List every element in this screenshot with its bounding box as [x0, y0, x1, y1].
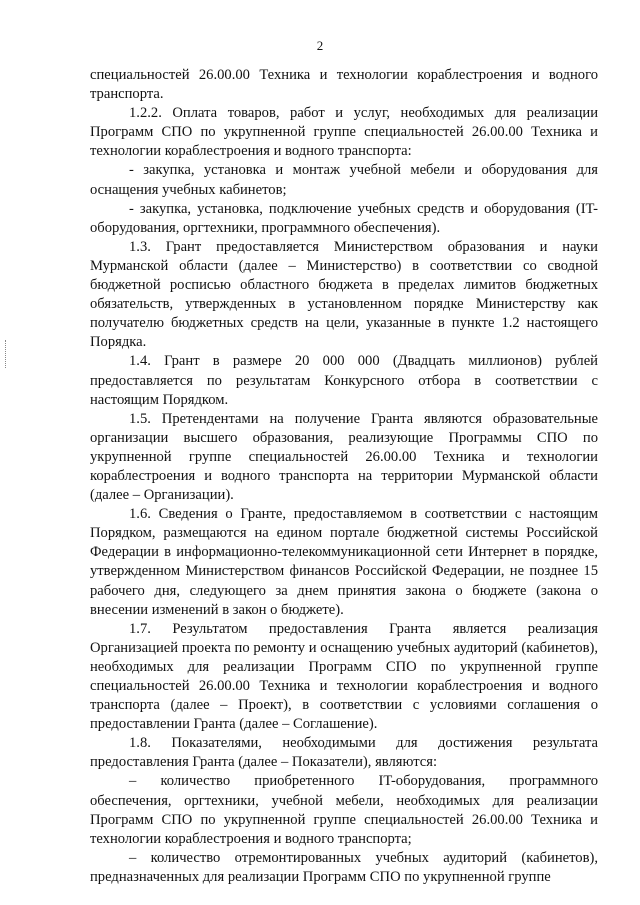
list-item: - закупка, установка и монтаж учебной мебели и оборудования для оснащения учебных кабинетов; [90, 162, 598, 198]
list-item: - закупка, установка, подключение учебных средств и оборудования (IT-оборудования, оргтехники, программного обеспечения). [90, 200, 598, 236]
list-item: – количество приобретенного IT-оборудования, программного обеспечения, оргтехники, учебной мебели, необходимых для реализации Программ СПО по укрупненной группе специальностей 26.00.00 Техника и технологии кораблестроения и водного транспорта; [90, 773, 598, 847]
paragraph-1-6: 1.6. Сведения о Гранте, предоставляемом в соответствии с настоящим Порядком, размещаются на едином портале бюджетной системы Российской Федерации в информационно-телекоммуникационной сети Интернет в порядке, утвержденном Министерством финансов Российской Федерации, не позднее 15 рабочего дня, следующего за днем принятия закона о бюджете (закона о внесении изменений в закон о бюджете). [90, 506, 598, 618]
paragraph-1-4: 1.4. Грант в размере 20 000 000 (Двадцать миллионов) рублей предоставляется по результатам Конкурсного отбора в соответствии с настоящим Порядком. [90, 353, 598, 408]
document-body [90, 66, 598, 887]
paragraph-1-2-2: 1.2.2. Оплата товаров, работ и услуг, необходимых для реализации Программ СПО по укрупненной группе специальностей 26.00.00 Техника и технологии кораблестроения и водного транспорта: [90, 105, 598, 160]
paragraph-1-7: 1.7. Результатом предоставления Гранта является реализация Организацией проекта по ремонту и оснащению учебных аудиторий (кабинетов), необходимых для реализации Программ СПО по укрупненной группе специальностей 26.00.00 Техника и технологии кораблестроения и водного транспорта (далее – Проект), в соответствии с условиями соглашения о предоставлении Гранта (далее – Соглашение). [90, 620, 598, 733]
paragraph-1-8: 1.8. Показателями, необходимыми для достижения результата предоставления Гранта (далее – Показатели), являются: [90, 735, 598, 771]
paragraph-continuation: специальностей 26.00.00 Техника и технологии кораблестроения и водного транспорта. [90, 67, 598, 103]
paragraph-1-5: 1.5. Претендентами на получение Гранта являются образовательные организации высшего образования, реализующие Программы СПО по укрупненной группе специальностей 26.00.00 Техника и технологии кораблестроения и водного транспорта на территории Мурманской области (далее – Организации). [90, 410, 598, 504]
page-number: 2 [316, 38, 324, 53]
paragraph-1-3: 1.3. Грант предоставляется Министерством образования и науки Мурманской области (далее – Министерство) в соответствии со сводной бюджетной росписью областного бюджета в пределах лимитов бюджетных обязательств, утвержденных в установленном порядке Министерству как получателю бюджетных средств на цели, указанные в пункте 1.2 настоящего Порядка. [90, 238, 598, 351]
list-item: – количество отремонтированных учебных аудиторий (кабинетов), предназначенных для реализации Программ СПО по укрупненной группе [90, 849, 598, 885]
scan-edge-mark [5, 340, 8, 368]
